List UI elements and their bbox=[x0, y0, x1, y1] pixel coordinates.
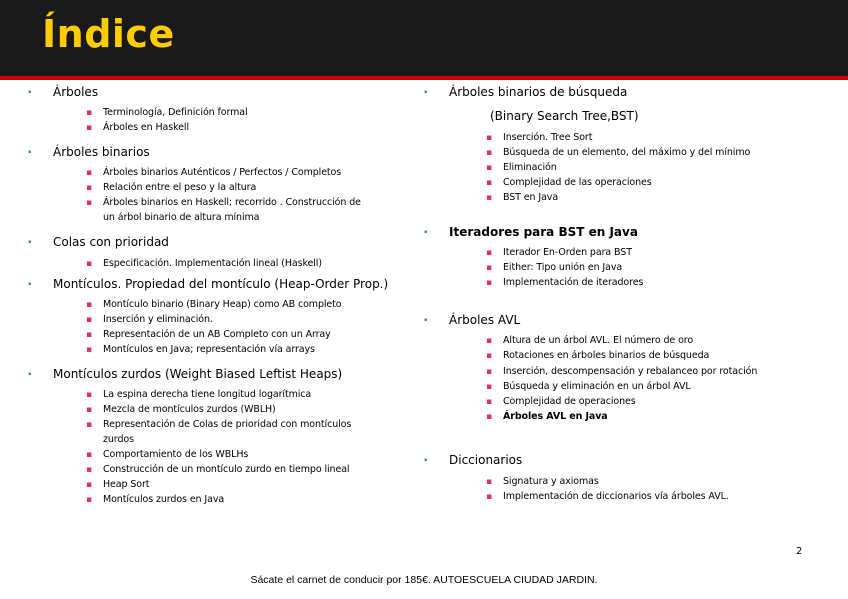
bullet-icon: ▪ bbox=[28, 147, 32, 158]
item-text: Árboles AVL bbox=[449, 313, 521, 327]
bullet-icon: ▪ bbox=[486, 351, 493, 361]
item-text: Representación de Colas de prioridad con montículos bbox=[103, 419, 352, 430]
bullet-icon: ▪ bbox=[486, 278, 493, 288]
bullet-icon: ▪ bbox=[424, 315, 428, 326]
item-text: Inserción y eliminación. bbox=[103, 314, 213, 325]
bullet-icon: ▪ bbox=[486, 263, 493, 273]
item-text: Altura de un árbol AVL. El número de oro bbox=[503, 335, 694, 346]
bullet-icon: ▪ bbox=[86, 123, 93, 133]
item-text: Complejidad de operaciones bbox=[503, 396, 636, 407]
bullet-icon: ▪ bbox=[86, 495, 93, 505]
item-text: BST en Java bbox=[503, 192, 559, 203]
item-text: Rotaciones en árboles binarios de búsqueda bbox=[503, 350, 710, 361]
bullet-icon: ▪ bbox=[486, 248, 493, 258]
bullet-icon: ▪ bbox=[86, 450, 93, 460]
title-bar bbox=[0, 0, 848, 76]
item-text: Implementación de diccionarios vía árboles AVL. bbox=[503, 491, 729, 502]
bullet-icon: ▪ bbox=[486, 163, 493, 173]
item-text: Iterador En-Orden para BST bbox=[503, 247, 632, 258]
item-text: Montículos. Propiedad del montículo (Heap-Order Prop.) bbox=[53, 277, 389, 291]
bullet-icon: ▪ bbox=[486, 492, 493, 502]
bullet-icon: ▪ bbox=[486, 193, 493, 203]
item-text: Relación entre el peso y la altura bbox=[103, 182, 257, 193]
item-text: Either: Tipo unión en Java bbox=[503, 262, 623, 273]
item-text: Árboles en Haskell bbox=[103, 122, 189, 133]
bullet-icon: ▪ bbox=[486, 178, 493, 188]
bullet-icon: ▪ bbox=[486, 133, 493, 143]
bullet-icon: ▪ bbox=[86, 108, 93, 118]
bullet-icon: ▪ bbox=[86, 345, 93, 355]
item-text: Árboles bbox=[53, 85, 99, 99]
bullet-icon: ▪ bbox=[424, 227, 428, 238]
item-text: Terminología, Definición formal bbox=[103, 107, 248, 118]
bullet-icon: ▪ bbox=[86, 183, 93, 193]
bullet-icon: ▪ bbox=[86, 259, 93, 269]
item-text: Construcción de un montículo zurdo en tiempo lineal bbox=[103, 464, 350, 475]
bullet-icon: ▪ bbox=[424, 87, 428, 98]
item-text: Iteradores para BST en Java bbox=[449, 225, 638, 239]
slide-title: Índice bbox=[42, 12, 175, 56]
item-text: Inserción. Tree Sort bbox=[503, 132, 593, 143]
bullet-icon: ▪ bbox=[28, 279, 32, 290]
item-text: Signatura y axiomas bbox=[503, 476, 599, 487]
item-text: Eliminación bbox=[503, 162, 557, 173]
item-text: Especificación. Implementación lineal (Haskell) bbox=[103, 258, 322, 269]
item-text: Árboles binarios bbox=[53, 145, 150, 159]
item-text: Árboles binarios Auténticos / Perfectos / Completos bbox=[103, 167, 342, 178]
bullet-icon: ▪ bbox=[86, 168, 93, 178]
bullet-icon: ▪ bbox=[28, 237, 32, 248]
page-number: 2 bbox=[796, 546, 803, 557]
item-text: Representación de un AB Completo con un Array bbox=[103, 329, 331, 340]
bullet-icon: ▪ bbox=[486, 336, 493, 346]
bullet-icon: ▪ bbox=[486, 412, 493, 422]
item-text: Mezcla de montículos zurdos (WBLH) bbox=[103, 404, 276, 415]
bullet-icon: ▪ bbox=[86, 300, 93, 310]
item-text: zurdos bbox=[103, 434, 134, 445]
item-text: Heap Sort bbox=[103, 479, 150, 490]
bullet-icon: ▪ bbox=[28, 87, 32, 98]
item-text: Complejidad de las operaciones bbox=[503, 177, 652, 188]
item-text: Implementación de iteradores bbox=[503, 277, 644, 288]
item-text: Montículos zurdos en Java bbox=[103, 494, 225, 505]
bullet-icon: ▪ bbox=[86, 405, 93, 415]
item-text: Búsqueda de un elemento, del máximo y del mínimo bbox=[503, 147, 751, 158]
bullet-icon: ▪ bbox=[86, 390, 93, 400]
bullet-icon: ▪ bbox=[486, 148, 493, 158]
item-text: Árboles binarios de búsqueda bbox=[449, 85, 628, 99]
bullet-icon: ▪ bbox=[486, 397, 493, 407]
bullet-icon: ▪ bbox=[86, 480, 93, 490]
item-text: un árbol binario de altura mínima bbox=[103, 212, 260, 223]
bullet-icon: ▪ bbox=[28, 369, 32, 380]
bullet-icon: ▪ bbox=[486, 382, 493, 392]
item-text: (Binary Search Tree,BST) bbox=[490, 109, 639, 123]
item-text: Montículos zurdos (Weight Biased Leftist Heaps) bbox=[53, 367, 343, 381]
bullet-icon: ▪ bbox=[86, 420, 93, 430]
item-text: La espina derecha tiene longitud logarítmica bbox=[103, 389, 312, 400]
item-text: Colas con prioridad bbox=[53, 235, 169, 249]
title-rule bbox=[0, 76, 848, 80]
bullet-icon: ▪ bbox=[86, 330, 93, 340]
item-text: Búsqueda y eliminación en un árbol AVL bbox=[503, 381, 691, 392]
bullet-icon: ▪ bbox=[86, 198, 93, 208]
item-text: Montículos en Java; representación vía arrays bbox=[103, 344, 315, 355]
bullet-icon: ▪ bbox=[86, 315, 93, 325]
item-text: Diccionarios bbox=[449, 453, 523, 467]
bullet-icon: ▪ bbox=[486, 477, 493, 487]
bullet-icon: ▪ bbox=[424, 455, 428, 466]
item-text: Árboles AVL en Java bbox=[503, 411, 608, 422]
item-text: Árboles binarios en Haskell; recorrido . Construcción de bbox=[103, 197, 361, 208]
item-text: Comportamiento de los WBLHs bbox=[103, 449, 249, 460]
item-text: Montículo binario (Binary Heap) como AB completo bbox=[103, 299, 342, 310]
item-text: Inserción, descompensación y rebalanceo por rotación bbox=[503, 366, 758, 377]
footer-ad: Sácate el carnet de conducir por 185€. AUTOESCUELA CIUDAD JARDIN. bbox=[250, 574, 598, 586]
bullet-icon: ▪ bbox=[486, 367, 493, 377]
bullet-icon: ▪ bbox=[86, 465, 93, 475]
